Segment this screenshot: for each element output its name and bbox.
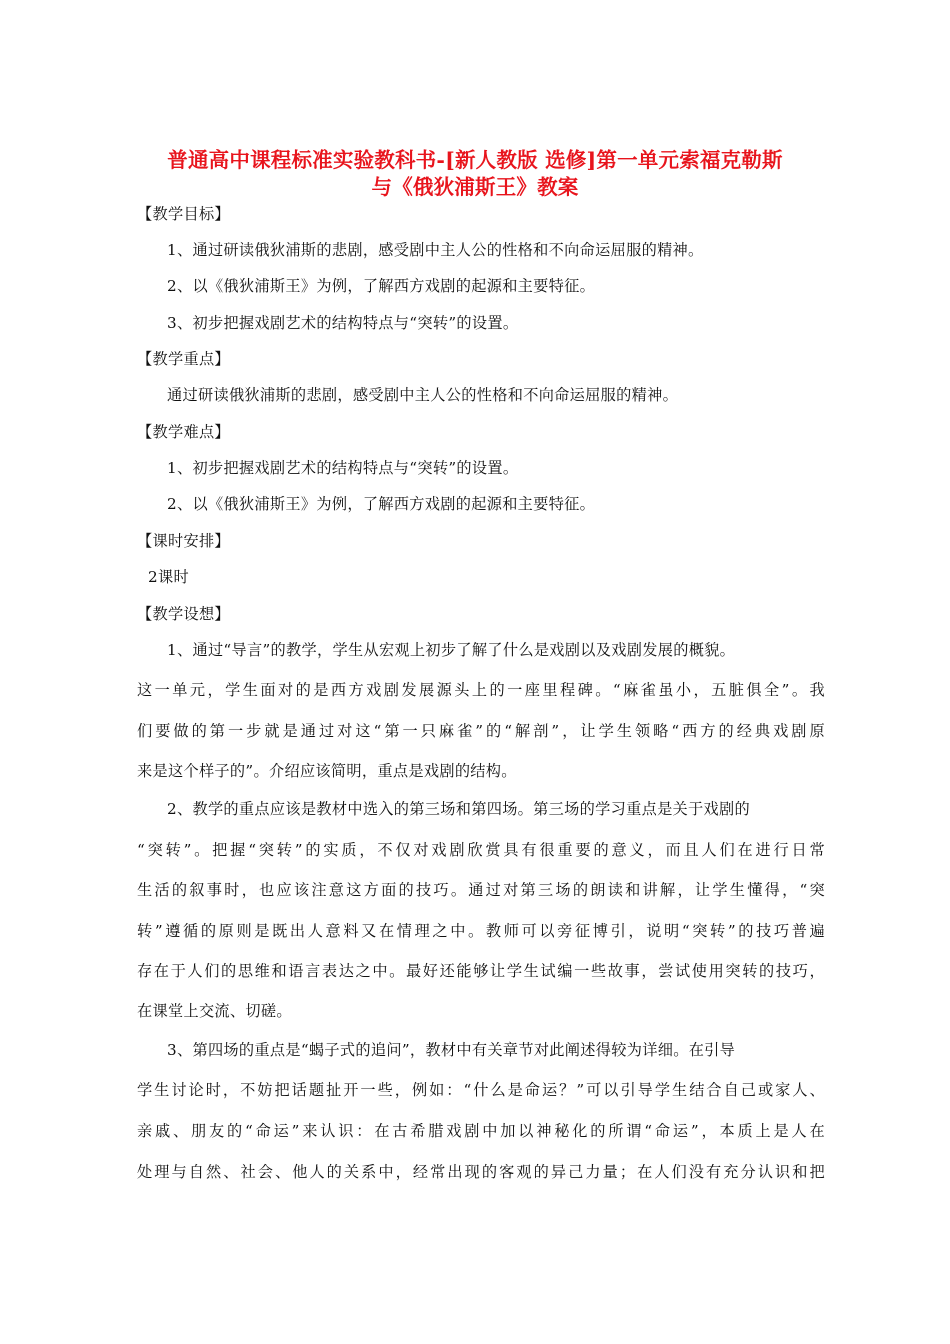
design-para2-line-4: 转”遵循的原则是既出人意料又在情理之中。教师可以旁征博引，说明“突转”的技巧普遍 bbox=[137, 922, 825, 940]
design-para3-line-2: 学生讨论时，不妨把话题扯开一些，例如：“什么是命运？”可以引导学生结合自己或家人、 bbox=[137, 1081, 825, 1099]
design-para2-line-5: 存在于人们的思维和语言表达之中。最好还能够让学生试编一些故事，尝试使用突转的技巧， bbox=[137, 962, 825, 980]
objective-item-2: 2、以《俄狄浦斯王》为例，了解西方戏剧的起源和主要特征。 bbox=[167, 277, 596, 295]
design-para2-line-1: 2、教学的重点应该是教材中选入的第三场和第四场。第三场的学习重点是关于戏剧的 bbox=[167, 800, 750, 818]
difficulties-heading: 【教学难点】 bbox=[137, 423, 230, 441]
design-para3-line-4: 处理与自然、社会、他人的关系中，经常出现的客观的异己力量；在人们没有充分认识和把 bbox=[137, 1163, 825, 1181]
objectives-heading: 【教学目标】 bbox=[137, 205, 230, 223]
schedule-text: 2课时 bbox=[148, 568, 189, 586]
schedule-heading: 【课时安排】 bbox=[137, 532, 230, 550]
difficulty-item-2: 2、以《俄狄浦斯王》为例，了解西方戏剧的起源和主要特征。 bbox=[167, 495, 596, 513]
design-para1-line-2: 这一单元，学生面对的是西方戏剧发展源头上的一座里程碑。“麻雀虽小，五脏俱全”。我 bbox=[137, 681, 825, 699]
document-title-line-2: 与《俄狄浦斯王》教案 bbox=[371, 175, 579, 199]
design-para1-line-4: 来是这个样子的”。介绍应该简明，重点是戏剧的结构。 bbox=[137, 762, 517, 780]
difficulty-item-1: 1、初步把握戏剧艺术的结构特点与“突转”的设置。 bbox=[167, 459, 519, 477]
design-para1-line-3: 们要做的第一步就是通过对这“第一只麻雀”的“解剖”，让学生领略“西方的经典戏剧原 bbox=[137, 722, 825, 740]
document-title-line-1: 普通高中课程标准实验教科书-[新人教版 选修]第一单元索福克勒斯 bbox=[167, 148, 783, 172]
key-points-heading: 【教学重点】 bbox=[137, 350, 230, 368]
objective-item-3: 3、初步把握戏剧艺术的结构特点与“突转”的设置。 bbox=[167, 314, 519, 332]
design-para3-line-1: 3、第四场的重点是“蝎子式的追问”，教材中有关章节对此阐述得较为详细。在引导 bbox=[167, 1041, 736, 1059]
design-para3-line-3: 亲戚、朋友的“命运”来认识：在古希腊戏剧中加以神秘化的所谓“命运”，本质上是人在 bbox=[137, 1122, 825, 1140]
key-points-text: 通过研读俄狄浦斯的悲剧，感受剧中主人公的性格和不向命运屈服的精神。 bbox=[167, 386, 679, 404]
design-para2-line-2: “突转”。把握“突转”的实质，不仅对戏剧欣赏具有很重要的意义，而且人们在进行日常 bbox=[137, 841, 825, 859]
design-heading: 【教学设想】 bbox=[137, 605, 230, 623]
objective-item-1: 1、通过研读俄狄浦斯的悲剧，感受剧中主人公的性格和不向命运屈服的精神。 bbox=[167, 241, 704, 259]
design-para2-line-6: 在课堂上交流、切磋。 bbox=[137, 1002, 292, 1020]
design-para2-line-3: 生活的叙事时，也应该注意这方面的技巧。通过对第三场的朗读和讲解，让学生懂得，“突 bbox=[137, 881, 825, 899]
design-para1-line-1: 1、通过“导言”的教学，学生从宏观上初步了解了什么是戏剧以及戏剧发展的概貌。 bbox=[167, 641, 736, 659]
